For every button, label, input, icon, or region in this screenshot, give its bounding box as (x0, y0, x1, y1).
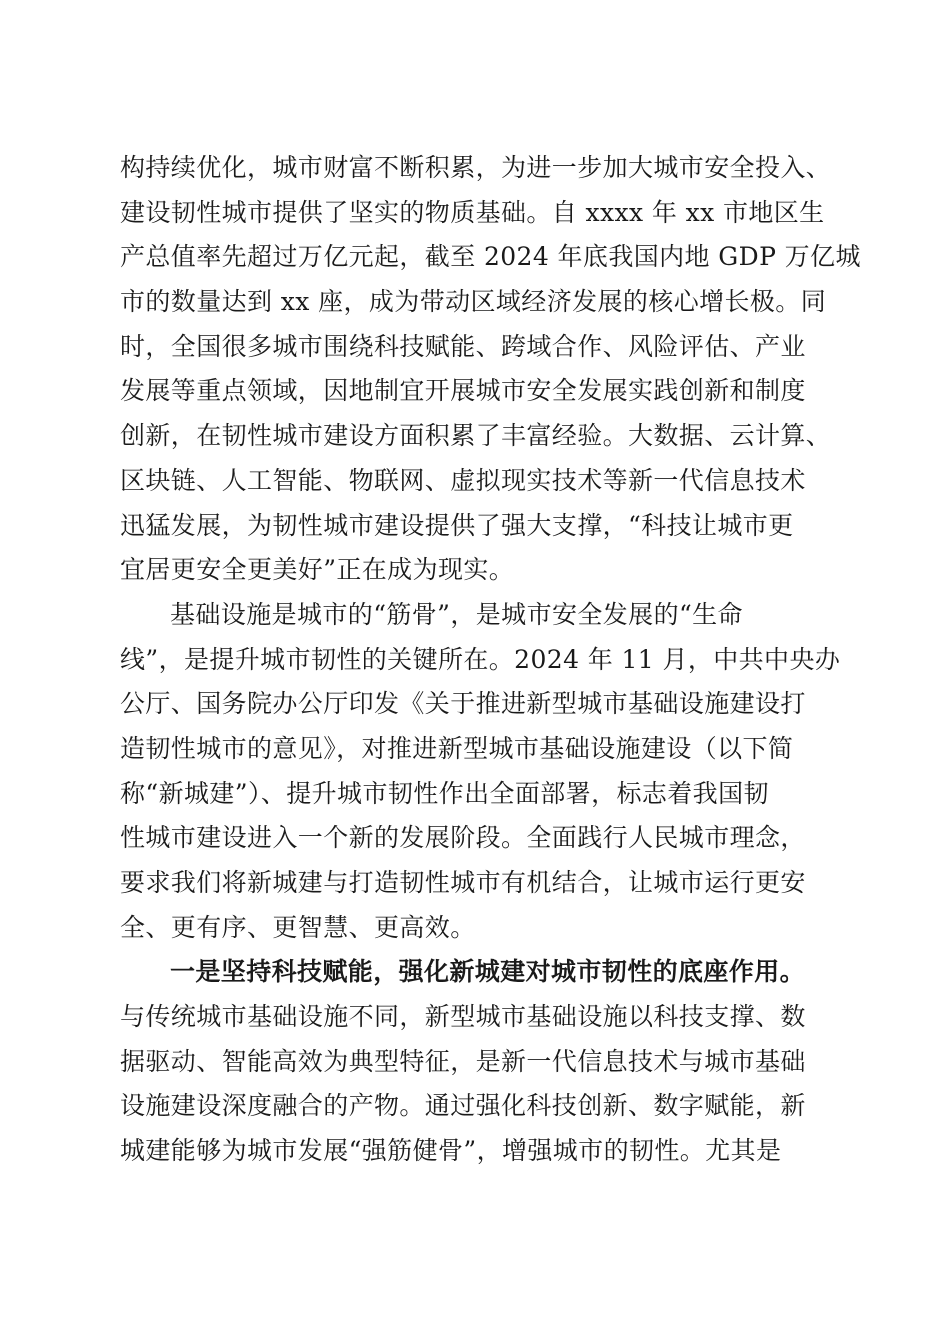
text-line: 迅猛发展，为韧性城市建设提供了强大支撑，“科技让城市更 (120, 510, 794, 540)
text-line: 全、更有序、更智慧、更高效。 (120, 912, 476, 942)
text-line: 线”，是提升城市韧性的关键所在。2024 年 11 月，中共中央办 (120, 644, 841, 674)
text-line: 市的数量达到 xx 座，成为带动区域经济发展的核心增长极。同 (120, 287, 827, 317)
text-line: 宜居更安全更美好”正在成为现实。 (120, 555, 515, 585)
text-line: 创新，在韧性城市建设方面积累了丰富经验。大数据、云计算、 (120, 421, 832, 451)
text-line: 区块链、人工智能、物联网、虚拟现实技术等新一代信息技术 (120, 465, 806, 495)
text-line: 设施建设深度融合的产物。通过强化科技创新、数字赋能，新 (120, 1091, 806, 1121)
text-line: 时，全国很多城市围绕科技赋能、跨域合作、风险评估、产业 (120, 331, 806, 361)
section-heading-line: 一是坚持科技赋能，强化新城建对城市韧性的底座作用。 (170, 957, 806, 987)
text-line: 要求我们将新城建与打造韧性城市有机结合，让城市运行更安 (120, 868, 806, 897)
text-line: 建设韧性城市提供了坚实的物质基础。自 xxxx 年 xx 市地区生 (120, 197, 825, 227)
text-line: 公厅、国务院办公厅印发《关于推进新型城市基础设施建设打 (120, 689, 806, 719)
text-line: 性城市建设进入一个新的发展阶段。全面践行人民城市理念， (120, 823, 806, 853)
text-line: 发展等重点领域，因地制宜开展城市安全发展实践创新和制度 (120, 376, 806, 406)
body-text (120, 146, 861, 1174)
text-line: 产总值率先超过万亿元起，截至 2024 年底我国内地 GDP 万亿城 (120, 242, 861, 272)
text-line: 造韧性城市的意见》，对推进新型城市基础设施建设（以下简 (120, 733, 794, 763)
text-line: 据驱动、智能高效为典型特征，是新一代信息技术与城市基础 (120, 1046, 806, 1076)
text-line: 城建能够为城市发展“强筋健骨”，增强城市的韧性。尤其是 (120, 1136, 782, 1166)
text-line: 称“新城建”）、提升城市韧性作出全面部署，标志着我国韧 (120, 778, 769, 808)
text-line: 构持续优化，城市财富不断积累，为进一步加大城市安全投入、 (120, 153, 832, 182)
paragraph-start-line: 基础设施是城市的“筋骨”，是城市安全发展的“生命 (170, 599, 743, 629)
text-line: 与传统城市基础设施不同，新型城市基础设施以科技支撑、数 (120, 1002, 806, 1032)
